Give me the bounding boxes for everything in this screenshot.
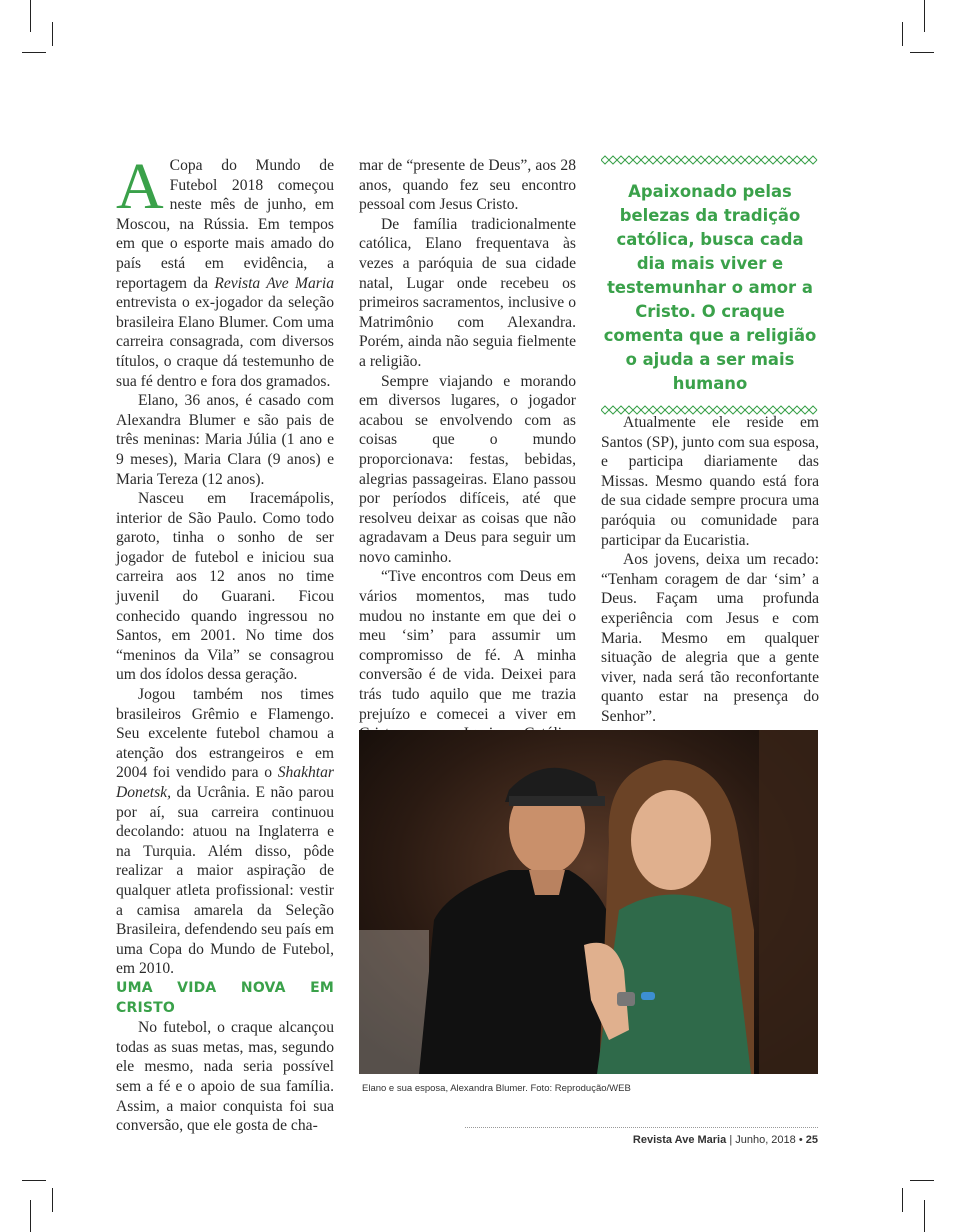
issue-date: | Junho, 2018 •	[729, 1134, 803, 1146]
paragraph: Aos jovens, deixa um recado: “Tenham coragem de dar ‘sim’ a Deus. Façam uma profunda experiência com Jesus e com Maria. Mesmo em qualquer situação de alegria que a gente viver, nada será tão reconfortante quanto estar na presença do Senhor”.	[601, 551, 819, 725]
paragraph: “Tive encontros com Deus em vários momentos, mas tudo mudou no instante em que dei o meu ‘sim’ para assumir um compromisso de fé. A minha conversão é de vida. Deixei para trás tudo aquilo que me trazia prejuízo e comecei a viver em	[359, 568, 576, 723]
magazine-name: Revista Ave Maria	[632, 1134, 727, 1146]
crop-mark	[52, 1188, 53, 1212]
crop-mark	[22, 1180, 46, 1181]
photo-illustration	[359, 730, 818, 1074]
crop-mark	[910, 1180, 934, 1181]
section-subheading: UMA VIDA NOVA EM CRISTO	[116, 979, 334, 1016]
photo-caption: Elano e sua esposa, Alexandra Blumer. Foto: Reprodução/WEB	[362, 1083, 631, 1094]
paragraph: No futebol, o craque alcançou todas as suas metas, mas, segundo ele mesmo, nada seria possível sem a fé e o apoio de sua família. Assim, a maior conquista foi sua conversão, que ele gosta de cha-	[116, 1019, 334, 1135]
paragraph: mar de “presente de Deus”, aos 28 anos, quando fez seu encontro pessoal com Jesus Cristo.	[359, 157, 576, 214]
couple-photo	[359, 730, 818, 1074]
page-number: 25	[805, 1134, 818, 1146]
crop-mark	[910, 52, 934, 53]
drop-cap: A	[116, 150, 164, 223]
page-footer	[633, 1134, 818, 1146]
paragraph: Atualmente ele reside em Santos (SP), junto com sua esposa, e participa diariamente das Missas. Mesmo quando está fora de sua cidade sempre procura uma paróquia ou comunidade para participar da Eucaristia.	[601, 414, 819, 549]
article-column-1	[116, 150, 334, 1136]
paragraph: Elano, 36 anos, é casado com Alexandra Blumer e são pais de três meninas: Maria Júlia (1 ano e 9 meses), Maria Clara (9 anos) e Maria Tereza (12 anos).	[116, 392, 334, 488]
crop-mark	[22, 52, 46, 53]
crop-mark	[30, 1200, 31, 1232]
zigzag-divider	[601, 154, 819, 166]
paragraph: De família tradicionalmente católica, Elano frequentava às vezes a paróquia de sua cidade natal, Lugar onde recebeu os primeiros sacramentos, inclusive o Matrimônio com Alexandra. Porém, ainda não seguia fielmente a religião.	[359, 215, 576, 370]
article-column-2	[359, 156, 576, 763]
crop-mark	[30, 0, 31, 32]
pull-quote	[601, 154, 819, 416]
paragraph: Jogou também nos times brasileiros Grêmio e Flamengo. Seu excelente futebol chamou a atenção dos estrangeiros e em 2004 foi vendido para o Shakhtar Donetsk, da Ucrânia. E não parou por aí, sua carreira continuou decolando: atuou na Inglaterra e na Turquia. Além disso, pôde realizar a maior aspiração de qualquer atleta profissional: vestir a camisa amarela da Seleção Brasileira, defendendo seu país em uma Copa do Mundo de Futebol, em 2010.	[116, 686, 334, 978]
crop-mark	[52, 22, 53, 46]
paragraph: A Copa do Mundo de Futebol 2018 começou neste mês de junho, em Moscou, na Rússia. Em tempos em que o esporte mais amado do país está em evidência, a reportagem da Revista Ave Maria entrevista o ex-jogador da seleção brasileira Elano Blumer. Com uma carreira consagrada, com diversos títulos, o craque dá testemunho de sua fé dentro e fora dos gramados.	[116, 150, 334, 390]
paragraph: Nasceu em Iracemápolis, interior de São Paulo. Como todo garoto, tinha o sonho de ser jogador de futebol e iniciou sua carreira aos 12 anos no time juvenil do Guarani. Ficou conhecido quando ingressou no Santos, em 2001. No time dos “meninos da Vila” se consagrou um dos ídolos dessa geração.	[116, 490, 334, 684]
crop-mark	[924, 1200, 925, 1232]
crop-mark	[924, 0, 925, 32]
article-column-3	[601, 413, 819, 727]
paragraph: Sempre viajando e morando em diversos lugares, o jogador acabou se envolvendo com as coisas que o mundo proporcionava: festas, bebidas, alegrias passageiras. Elano passou por períodos difíceis, até que resolveu deixar as coisas que não agradavam a Deus para seguir um novo caminho.	[359, 372, 576, 566]
footer-rule	[465, 1127, 818, 1128]
pull-quote-text: Apaixonado pelas belezas da tradição católica, busca cada dia mais viver e testemunhar o amor a Cristo. O craque comenta que a religião o ajuda a ser mais humano	[603, 182, 817, 393]
crop-mark	[902, 1188, 903, 1212]
crop-mark	[902, 22, 903, 46]
